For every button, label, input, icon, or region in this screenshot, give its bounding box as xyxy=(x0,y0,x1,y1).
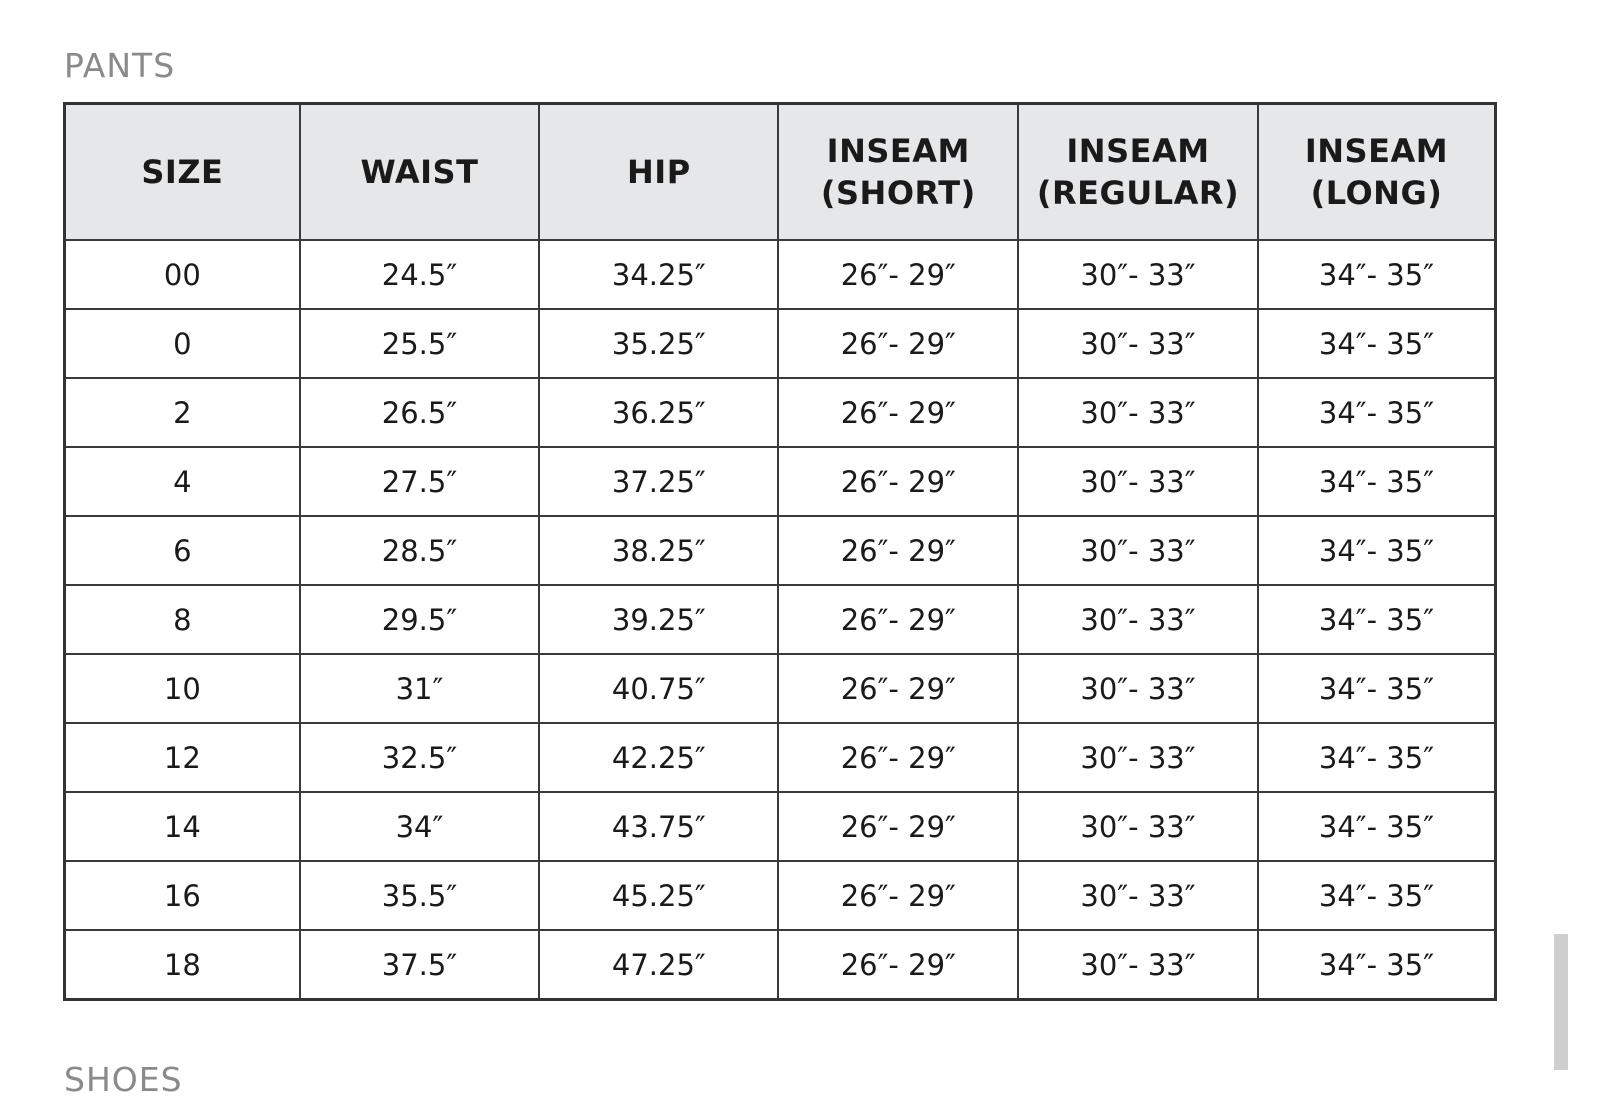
inseam-short-cell: 26″- 29″ xyxy=(778,861,1018,930)
inseam-regular-cell: 30″- 33″ xyxy=(1018,861,1258,930)
waist-cell: 37.5″ xyxy=(300,930,539,1000)
next-section-title: SHOES xyxy=(64,1060,183,1099)
size-cell: 10 xyxy=(65,654,300,723)
header-waist-label: WAIST xyxy=(360,153,479,191)
table-row xyxy=(65,378,1496,447)
header-waist xyxy=(300,104,539,241)
table-row xyxy=(65,240,1496,309)
size-cell: 14 xyxy=(65,792,300,861)
header-inseam-regular-line1: INSEAM xyxy=(1066,132,1210,170)
table-row xyxy=(65,447,1496,516)
waist-cell: 34″ xyxy=(300,792,539,861)
inseam-short-cell: 26″- 29″ xyxy=(778,723,1018,792)
waist-cell: 29.5″ xyxy=(300,585,539,654)
hip-cell: 47.25″ xyxy=(539,930,778,1000)
hip-cell: 42.25″ xyxy=(539,723,778,792)
header-inseam-long xyxy=(1258,104,1496,241)
hip-cell: 36.25″ xyxy=(539,378,778,447)
table-row xyxy=(65,309,1496,378)
hip-cell: 45.25″ xyxy=(539,861,778,930)
table-row xyxy=(65,861,1496,930)
section-title: PANTS xyxy=(64,46,176,85)
inseam-long-cell: 34″- 35″ xyxy=(1258,861,1496,930)
header-inseam-short xyxy=(778,104,1018,241)
inseam-long-cell: 34″- 35″ xyxy=(1258,309,1496,378)
inseam-regular-cell: 30″- 33″ xyxy=(1018,447,1258,516)
header-inseam-regular-line2: (REGULAR) xyxy=(1036,174,1240,212)
table-row xyxy=(65,585,1496,654)
inseam-long-cell: 34″- 35″ xyxy=(1258,516,1496,585)
inseam-regular-cell: 30″- 33″ xyxy=(1018,792,1258,861)
inseam-long-cell: 34″- 35″ xyxy=(1258,723,1496,792)
waist-cell: 25.5″ xyxy=(300,309,539,378)
inseam-short-cell: 26″- 29″ xyxy=(778,792,1018,861)
pants-size-table xyxy=(63,102,1497,1001)
header-hip-label: HIP xyxy=(627,153,691,191)
table-header-row xyxy=(65,104,1496,241)
size-cell: 6 xyxy=(65,516,300,585)
inseam-regular-cell: 30″- 33″ xyxy=(1018,378,1258,447)
hip-cell: 43.75″ xyxy=(539,792,778,861)
header-inseam-long-line2: (LONG) xyxy=(1310,174,1443,212)
inseam-long-cell: 34″- 35″ xyxy=(1258,585,1496,654)
size-cell: 18 xyxy=(65,930,300,1000)
waist-cell: 28.5″ xyxy=(300,516,539,585)
inseam-long-cell: 34″- 35″ xyxy=(1258,792,1496,861)
header-inseam-short-line2: (SHORT) xyxy=(820,174,976,212)
inseam-regular-cell: 30″- 33″ xyxy=(1018,309,1258,378)
inseam-long-cell: 34″- 35″ xyxy=(1258,447,1496,516)
inseam-long-cell: 34″- 35″ xyxy=(1258,378,1496,447)
inseam-short-cell: 26″- 29″ xyxy=(778,930,1018,1000)
header-inseam-regular xyxy=(1018,104,1258,241)
hip-cell: 37.25″ xyxy=(539,447,778,516)
table-row xyxy=(65,930,1496,1000)
waist-cell: 26.5″ xyxy=(300,378,539,447)
size-cell: 12 xyxy=(65,723,300,792)
table-body xyxy=(65,240,1496,1000)
waist-cell: 27.5″ xyxy=(300,447,539,516)
size-cell: 2 xyxy=(65,378,300,447)
size-cell: 16 xyxy=(65,861,300,930)
table-row xyxy=(65,654,1496,723)
size-cell: 8 xyxy=(65,585,300,654)
header-inseam-long-line1: INSEAM xyxy=(1304,132,1449,170)
inseam-regular-cell: 30″- 33″ xyxy=(1018,654,1258,723)
waist-cell: 24.5″ xyxy=(300,240,539,309)
hip-cell: 34.25″ xyxy=(539,240,778,309)
inseam-short-cell: 26″- 29″ xyxy=(778,240,1018,309)
inseam-long-cell: 34″- 35″ xyxy=(1258,654,1496,723)
waist-cell: 31″ xyxy=(300,654,539,723)
header-size xyxy=(65,104,300,241)
hip-cell: 40.75″ xyxy=(539,654,778,723)
size-cell: 0 xyxy=(65,309,300,378)
table-row xyxy=(65,723,1496,792)
inseam-short-cell: 26″- 29″ xyxy=(778,585,1018,654)
waist-cell: 35.5″ xyxy=(300,861,539,930)
inseam-regular-cell: 30″- 33″ xyxy=(1018,240,1258,309)
inseam-short-cell: 26″- 29″ xyxy=(778,654,1018,723)
header-size-label: SIZE xyxy=(141,153,224,191)
waist-cell: 32.5″ xyxy=(300,723,539,792)
size-cell: 4 xyxy=(65,447,300,516)
hip-cell: 35.25″ xyxy=(539,309,778,378)
inseam-regular-cell: 30″- 33″ xyxy=(1018,585,1258,654)
table-row xyxy=(65,516,1496,585)
size-cell: 00 xyxy=(65,240,300,309)
inseam-long-cell: 34″- 35″ xyxy=(1258,240,1496,309)
inseam-regular-cell: 30″- 33″ xyxy=(1018,930,1258,1000)
header-hip xyxy=(539,104,778,241)
inseam-short-cell: 26″- 29″ xyxy=(778,309,1018,378)
inseam-regular-cell: 30″- 33″ xyxy=(1018,516,1258,585)
inseam-long-cell: 34″- 35″ xyxy=(1258,930,1496,1000)
inseam-short-cell: 26″- 29″ xyxy=(778,378,1018,447)
inseam-regular-cell: 30″- 33″ xyxy=(1018,723,1258,792)
inseam-short-cell: 26″- 29″ xyxy=(778,447,1018,516)
scrollbar-thumb[interactable] xyxy=(1554,934,1568,1070)
hip-cell: 39.25″ xyxy=(539,585,778,654)
table-row xyxy=(65,792,1496,861)
header-inseam-short-line1: INSEAM xyxy=(826,132,970,170)
hip-cell: 38.25″ xyxy=(539,516,778,585)
inseam-short-cell: 26″- 29″ xyxy=(778,516,1018,585)
